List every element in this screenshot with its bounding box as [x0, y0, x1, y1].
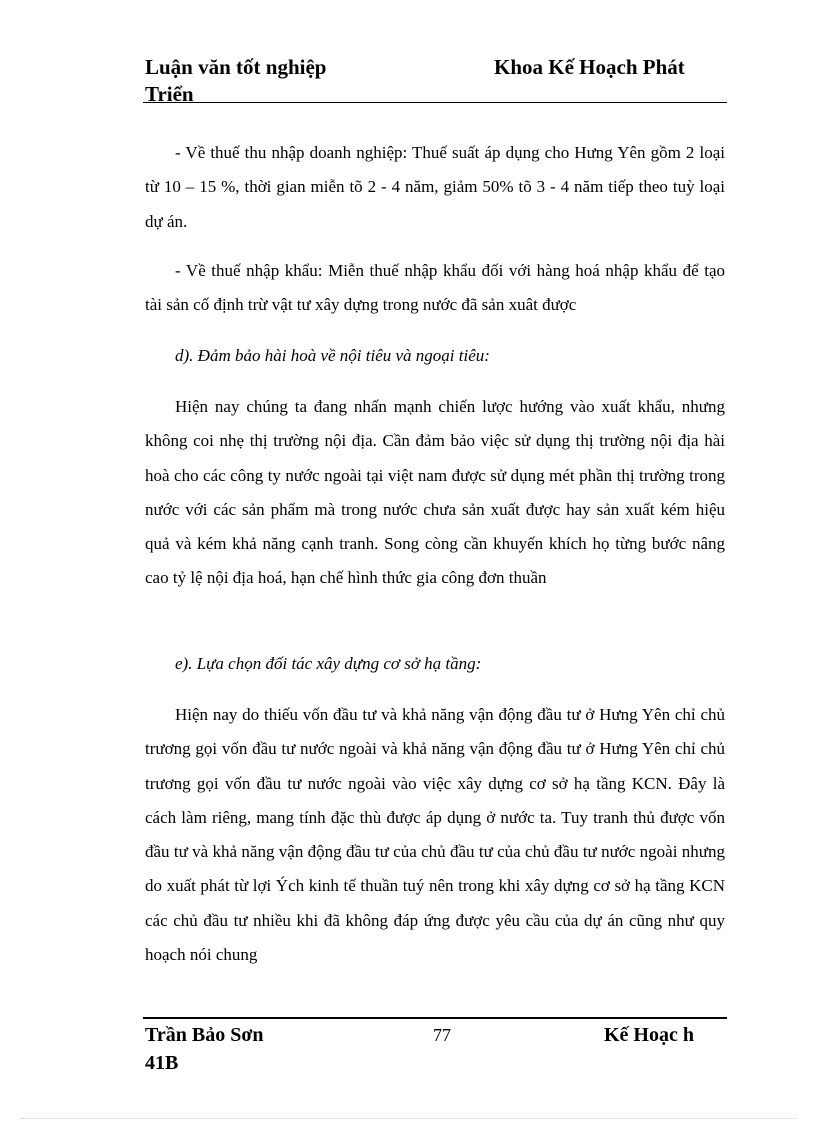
footer-rule	[143, 1017, 727, 1019]
header-left-line1: Luận văn tốt nghiệp	[145, 55, 327, 79]
header-rule	[143, 102, 727, 103]
footer-department: Kế Hoạc h	[604, 1024, 694, 1046]
footer-author	[145, 1021, 264, 1077]
page-bottom-divider	[20, 1118, 796, 1119]
header-left-line2: Triển	[145, 82, 194, 106]
paragraph-import-tax: - Về thuế nhập khẩu: Miễn thuế nhập khẩu đối với hàng hoá nhập khẩu để tạo tài sản cố định trừ vật tư xây dựng trong nước đã sản xuât được	[145, 261, 725, 315]
section-heading-e: e). Lựa chọn đối tác xây dựng cơ sở hạ tầng:	[175, 654, 482, 673]
paragraph-infrastructure-partner: Hiện nay do thiếu vốn đầu tư và khả năng vận động đầu tư ở Hưng Yên chỉ chủ trương gọi vốn đầu tư nước ngoài và khả năng vận động đầu tư ở Hưng Yên chỉ chủ trương gọi vốn đầu tư nước ngoài vào việc xây dựng cơ sở hạ tầng KCN. Đây là cách làm riêng, mang tính đặc thù được áp dụng ở nước ta. Tuy tranh thủ được vốn đầu tư và khả năng vận động đầu tư của chủ đầu tư của chủ đầu tư nước ngoài nhưng do xuất phát từ lợi Ých kinh tế thuần tuý nên trong khi xây dựng cơ sở hạ tầng KCN các chủ đầu tư nhiều khi đã không đáp ứng được yêu cầu của dự án cũng như quy hoạch nói chung	[145, 705, 725, 965]
footer-author-name: Trần Bảo Sơn	[145, 1024, 264, 1046]
page-number: 77	[433, 1025, 451, 1045]
section-heading-d: d). Đảm bảo hài hoà về nội tiêu và ngoại tiêu:	[175, 346, 490, 365]
footer-author-class: 41B	[145, 1052, 179, 1074]
header-thesis-title	[145, 54, 326, 108]
header-faculty: Khoa Kế Hoạch Phát	[494, 55, 685, 79]
paragraph-domestic-market: Hiện nay chúng ta đang nhấn mạnh chiến lược hướng vào xuất khẩu, nhưng không coi nhẹ thị trường nội địa. Cần đảm bảo việc sử dụng thị trường nội địa hài hoà cho các công ty nước ngoài tại việt nam được sử dụng mét phần thị trường trong nước với các sản phẩm mà trong nước chưa sản xuất được hay sản xuất kém hiệu quả và kém khả năng cạnh tranh. Song còng cần khuyến khích họ từng bước nâng cao tỷ lệ nội địa hoá, hạn chế hình thức gia công đơn thuần	[145, 397, 725, 588]
paragraph-income-tax: - Về thuế thu nhập doanh nghiệp: Thuế suất áp dụng cho Hưng Yên gồm 2 loại từ 10 – 15 %, thời gian miễn tõ 2 - 4 năm, giảm 50% tõ 3 - 4 năm tiếp theo tuỳ loại dự án.	[145, 143, 725, 231]
